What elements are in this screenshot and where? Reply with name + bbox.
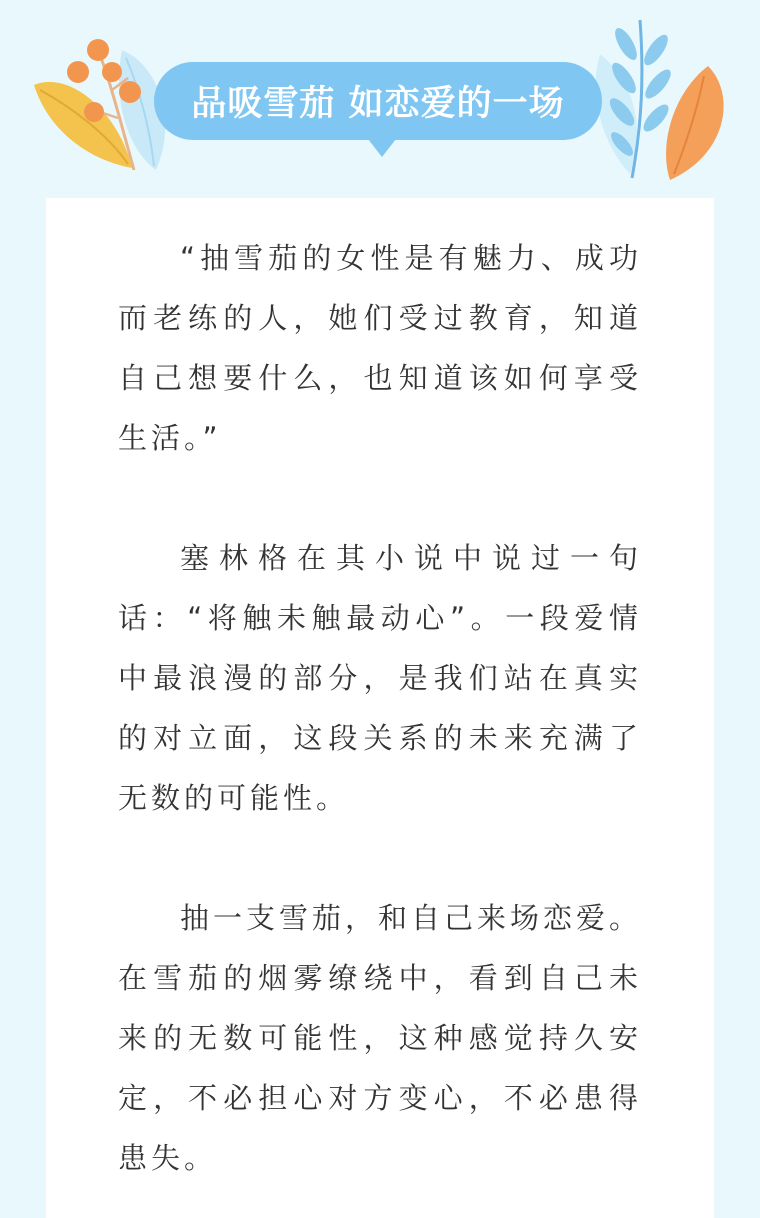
paragraph-romance: 抽一支雪茄，和自己来场恋爱。在雪茄的烟雾缭绕中，看到自己未来的无数可能性，这种感觉持久安定，不必担心对方变心，不必患得患失。 <box>118 901 643 1175</box>
section-header <box>0 0 760 190</box>
section-title: 品吸雪茄 如恋爱的一场 <box>191 84 565 124</box>
paragraph-quote: “抽雪茄的女性是有魅力、成功而老练的人，她们受过教育，知道自己想要什么，也知道该如何享受生活。” <box>118 241 642 455</box>
section-title-banner <box>154 62 602 140</box>
article-card <box>46 198 714 1218</box>
blue-and-orange-leaves-icon <box>578 14 738 184</box>
paragraph-salinger: 塞林格在其小说中说过一句话：“将触未触最动心”。一段爱情中最浪漫的部分，是我们站在真实的对立面，这段关系的未来充满了无数的可能性。 <box>118 541 642 815</box>
